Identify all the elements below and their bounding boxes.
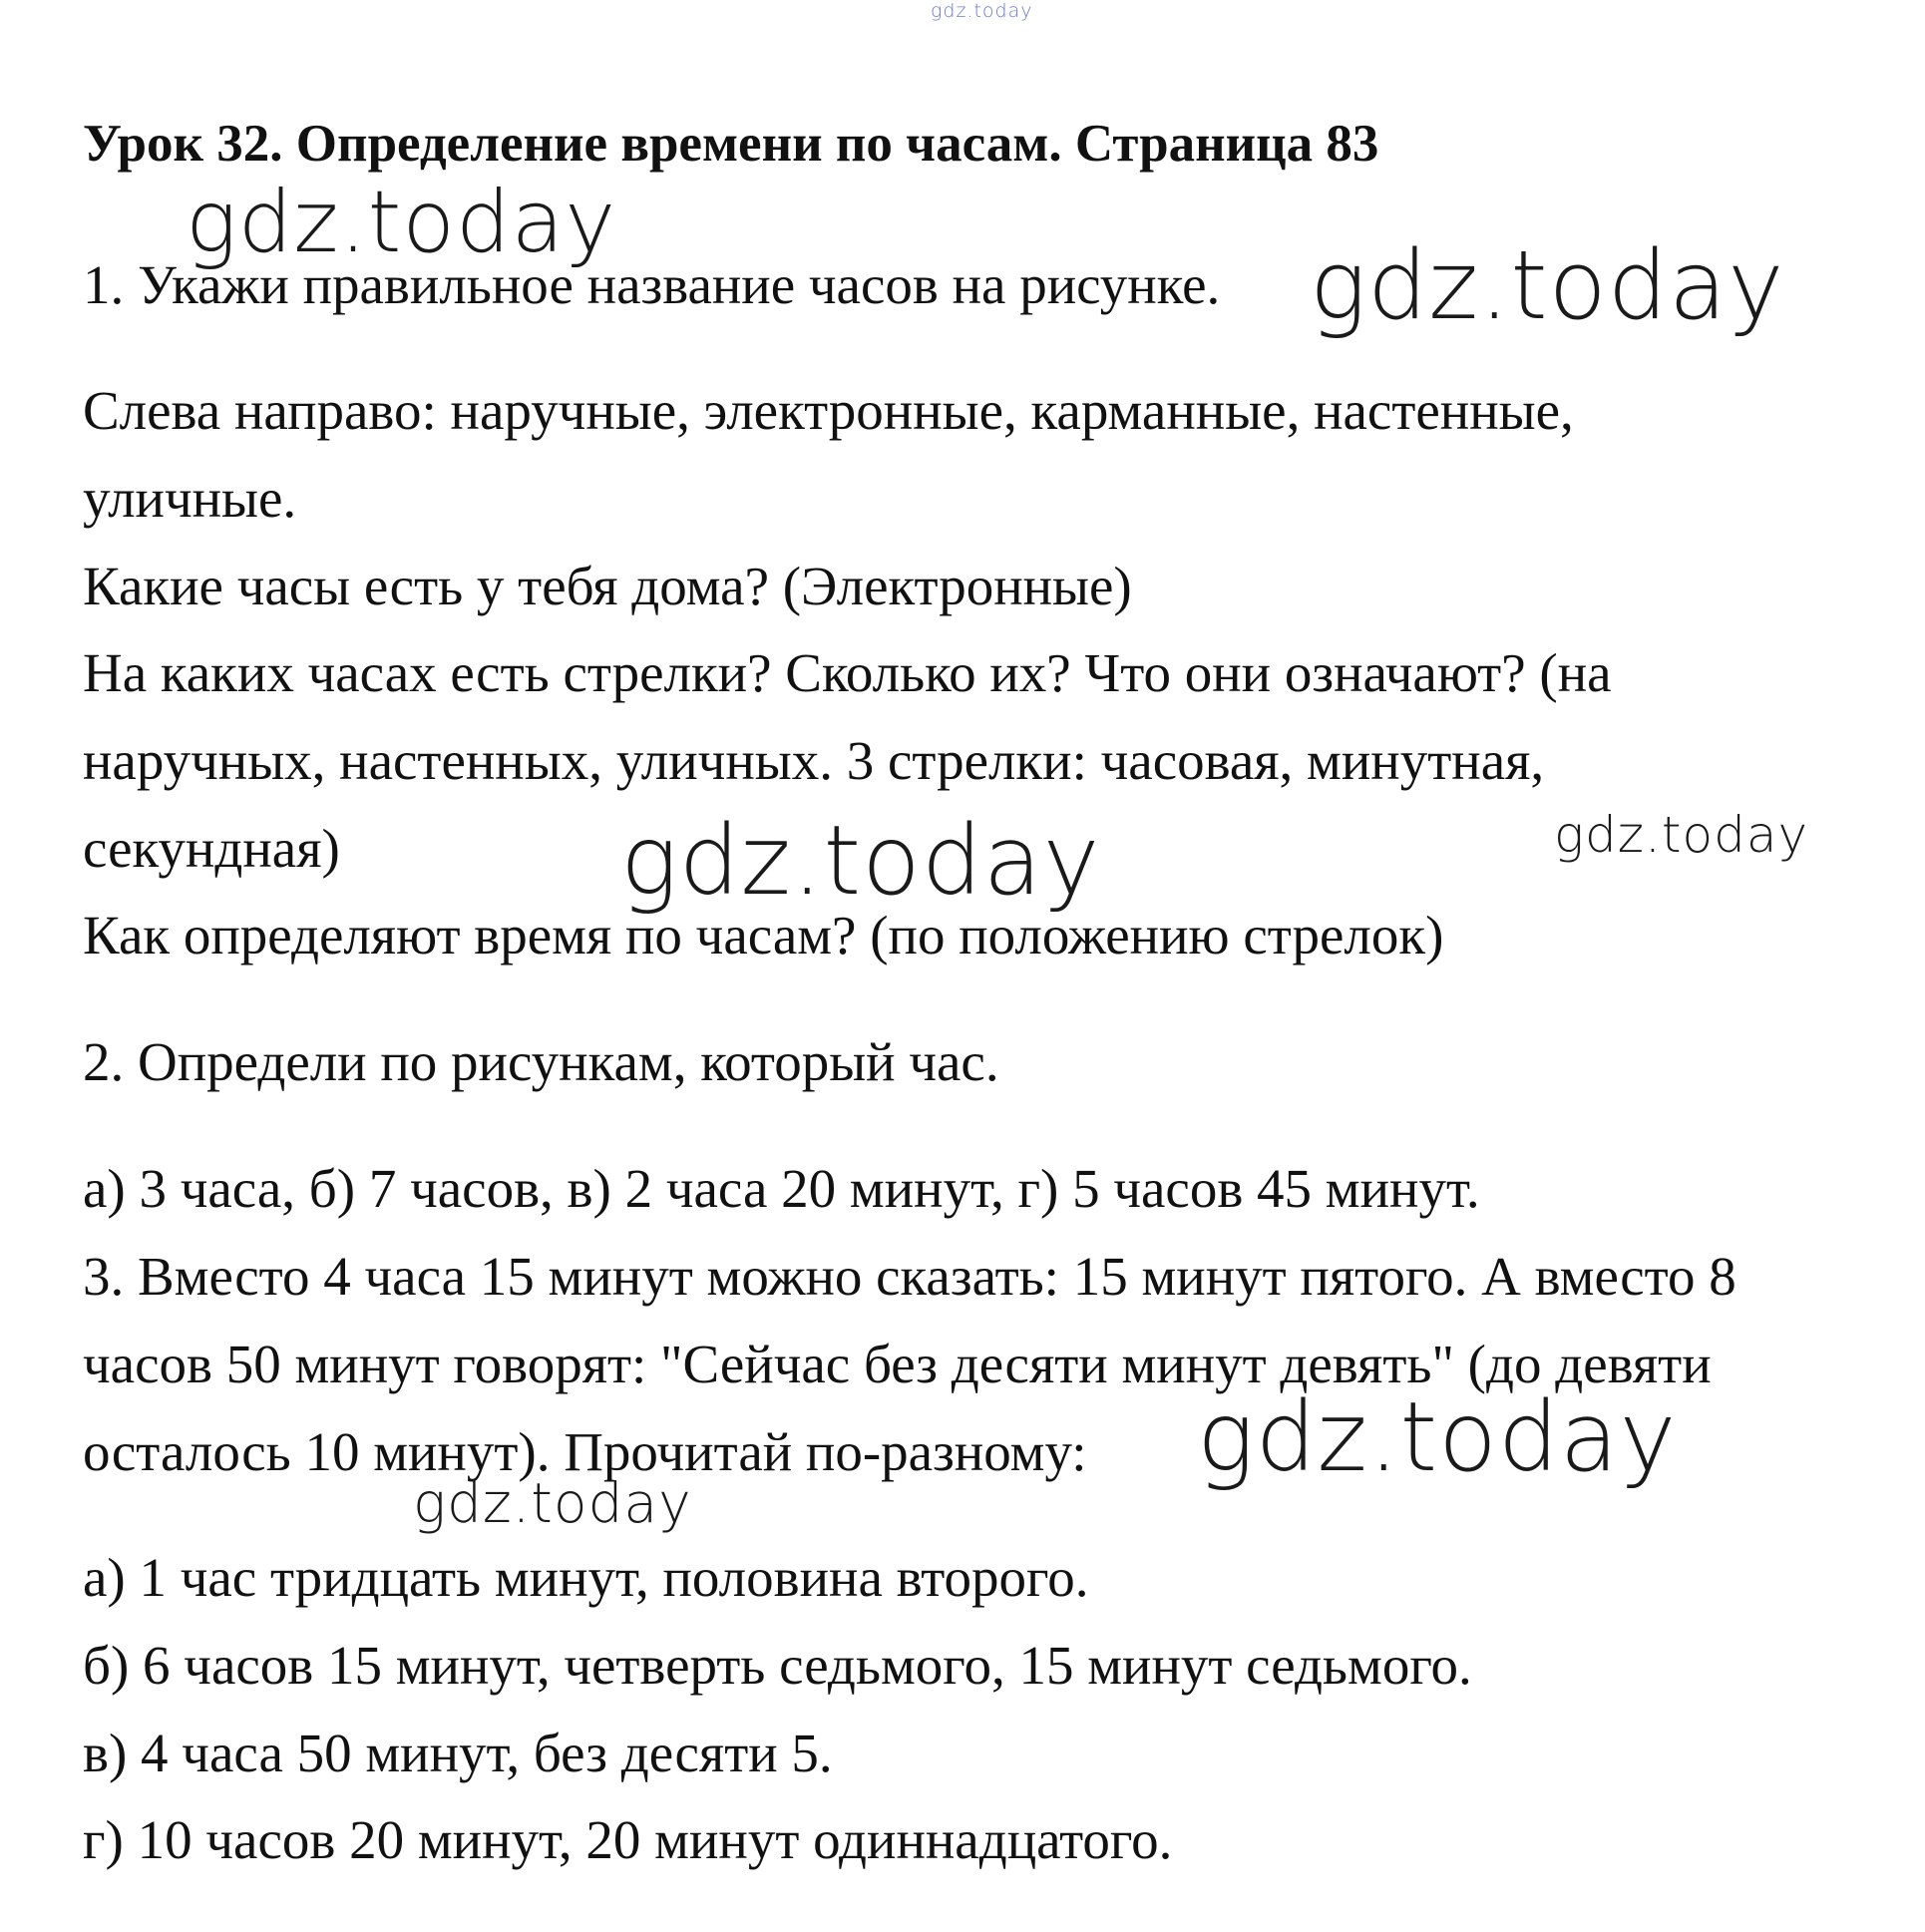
page-title: Урок 32. Определение времени по часам. Страница 83: [83, 115, 1379, 173]
task-3-answer-g: г) 10 часов 20 минут, 20 минут одиннадцатого.: [83, 1809, 1173, 1870]
task-2-heading: 2. Определи по рисункам, который час.: [83, 1031, 999, 1092]
task-1-question-hands-line-2: наручных, настенных, уличных. 3 стрелки: часовая, минутная,: [83, 730, 1545, 791]
watermark-top: gdz.today: [931, 0, 1033, 22]
task-3-heading-line-2: часов 50 минут говорят: "Сейчас без десяти минут девять" (до девяти: [83, 1334, 1712, 1394]
watermark: gdz.today: [186, 173, 617, 272]
watermark: gdz.today: [1554, 806, 1809, 864]
task-3-answer-a: а) 1 час тридцать минут, половина второго.: [83, 1547, 1089, 1608]
watermark: gdz.today: [620, 805, 1101, 917]
watermark: gdz.today: [413, 1471, 692, 1535]
watermark: gdz.today: [1197, 1381, 1678, 1493]
task-3-heading-line-3: осталось 10 минут). Прочитай по-разному:: [83, 1421, 1087, 1482]
task-1-question-home: Какие часы есть у тебя дома? (Электронные): [83, 556, 1132, 616]
task-2-answer: а) 3 часа, б) 7 часов, в) 2 часа 20 минут, г) 5 часов 45 минут.: [83, 1158, 1480, 1219]
task-3-answer-b: б) 6 часов 15 минут, четверть седьмого, 15 минут седьмого.: [83, 1635, 1472, 1696]
task-1-question-hands-line-1: На каких часах есть стрелки? Сколько их? Что они означают? (на: [83, 642, 1612, 703]
watermark: gdz.today: [1310, 231, 1785, 341]
task-1-answer-line-2: уличные.: [83, 468, 297, 529]
task-1-heading: 1. Укажи правильное название часов на рисунке.: [83, 254, 1221, 315]
task-1-question-time: Как определяют время по часам? (по положению стрелок): [83, 905, 1444, 966]
task-1-question-hands-line-3: секундная): [83, 818, 340, 879]
task-1-answer-line-1: Слева направо: наручные, электронные, карманные, настенные,: [83, 380, 1574, 441]
task-3-answer-v: в) 4 часа 50 минут, без десяти 5.: [83, 1723, 833, 1783]
task-3-heading-line-1: 3. Вместо 4 часа 15 минут можно сказать: 15 минут пятого. А вместо 8: [83, 1246, 1736, 1307]
